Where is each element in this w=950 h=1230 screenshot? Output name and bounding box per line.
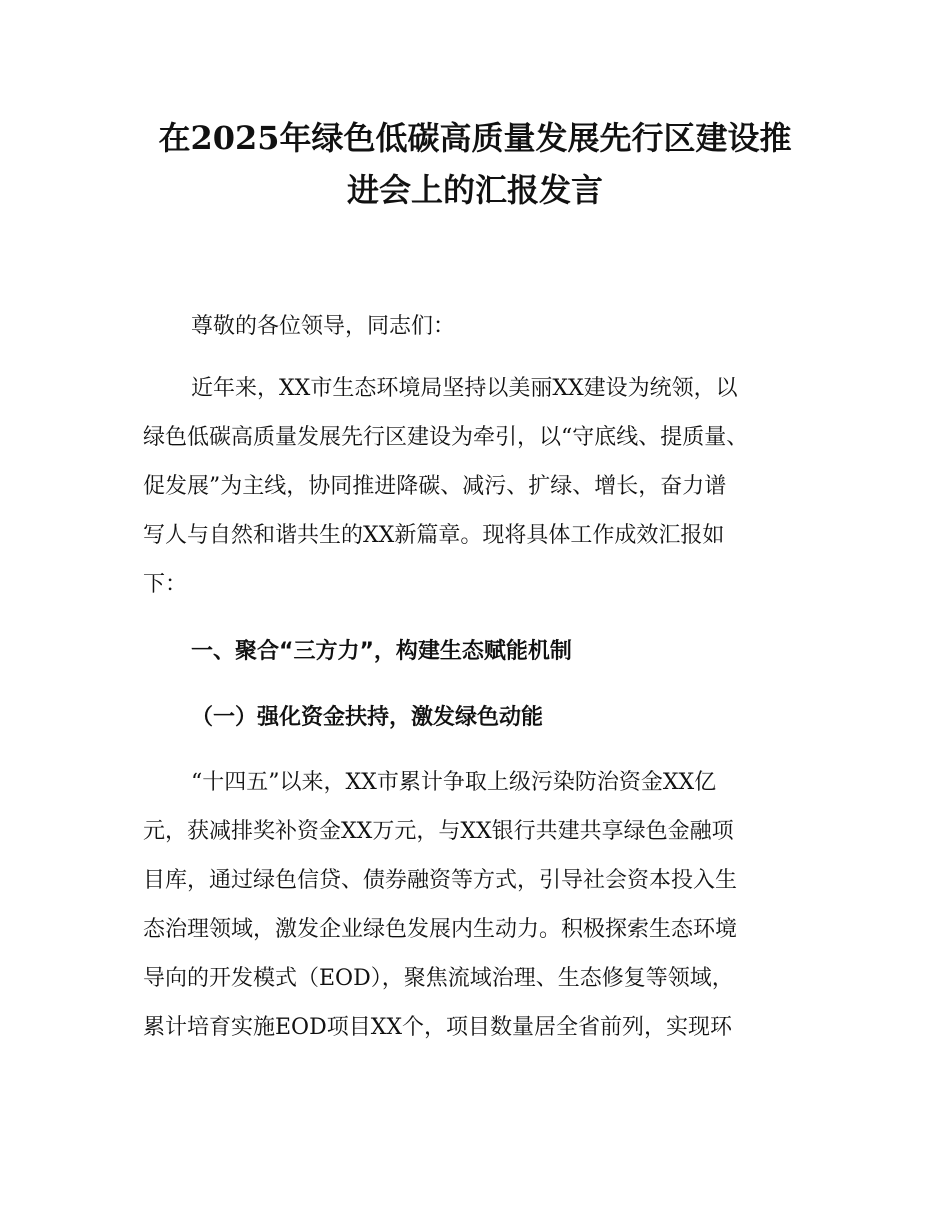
paragraph-line: 目库，通过绿色信贷、债券融资等方式，引导社会资本投入生 xyxy=(143,868,738,893)
salutation-paragraph xyxy=(143,302,833,351)
paragraph-line: 累计培育实施EOD项目XX个，项目数量居全省前列，实现环 xyxy=(143,1015,733,1040)
section-heading-1: 一、聚合“三方力”，构建生态赋能机制 xyxy=(191,639,572,664)
title-line-1: 在2025年绿色低碳高质量发展先行区建设推 xyxy=(158,119,792,157)
paragraph-line: “十四五”以来，XX市累计争取上级污染防治资金XX亿 xyxy=(191,770,717,795)
subsection-1-paragraph xyxy=(143,758,833,1052)
paragraph-line: 元，获减排奖补资金XX万元，与XX银行共建共享绿色金融项 xyxy=(143,819,734,844)
salutation: 尊敬的各位领导，同志们： xyxy=(191,314,456,339)
paragraph-line: 导向的开发模式（EOD），聚焦流域治理、生态修复等领域， xyxy=(143,966,734,991)
title-line-2: 进会上的汇报发言 xyxy=(346,171,603,209)
intro-line: 促发展”为主线，协同推进降碳、减污、扩绿、增长，奋力谱 xyxy=(143,474,727,499)
document-title xyxy=(100,112,850,216)
intro-line: 绿色低碳高质量发展先行区建设为牵引，以“守底线、提质量、 xyxy=(143,425,749,450)
intro-line: 写人与自然和谐共生的XX新篇章。现将具体工作成效汇报如 xyxy=(143,523,725,548)
intro-line: 近年来，XX市生态环境局坚持以美丽XX建设为统领，以 xyxy=(191,376,738,401)
intro-line: 下： xyxy=(143,572,188,597)
intro-paragraph xyxy=(143,364,833,609)
paragraph-line: 态治理领域，激发企业绿色发展内生动力。积极探索生态环境 xyxy=(143,917,738,942)
subsection-heading-1: （一）强化资金扶持，激发绿色动能 xyxy=(191,705,544,730)
